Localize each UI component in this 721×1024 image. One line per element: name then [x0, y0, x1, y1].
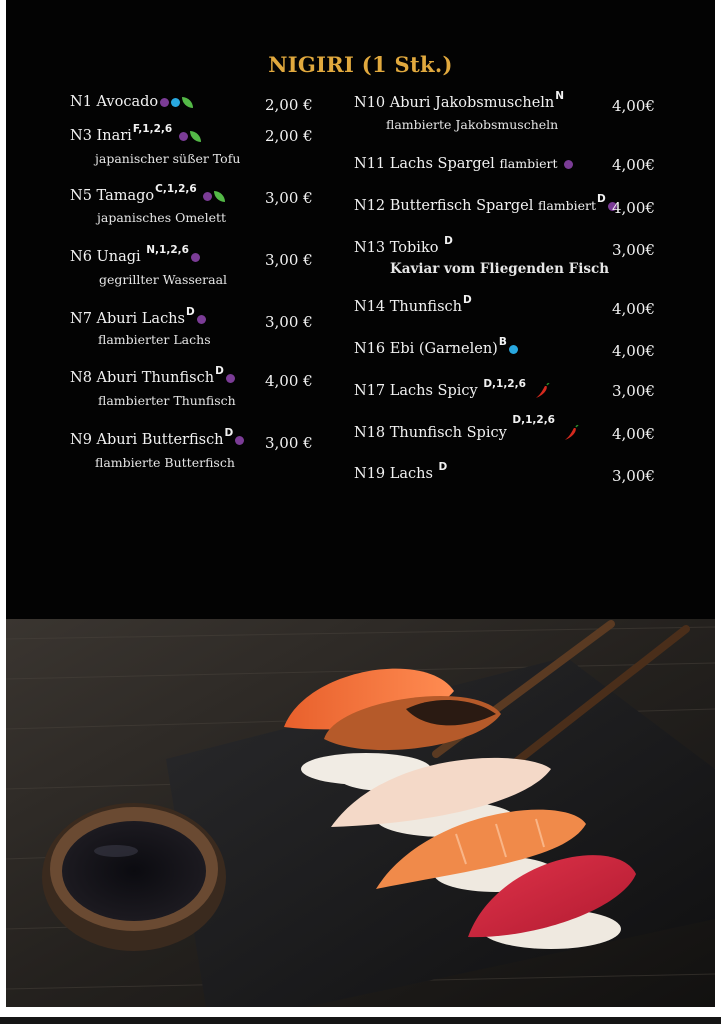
allergen-codes: N,1,2,6: [146, 244, 189, 256]
allergen-codes: F,1,2,6: [132, 123, 173, 135]
allergen-codes: B: [498, 336, 507, 348]
allergen-codes: D: [224, 427, 234, 439]
item-name: N16 Ebi (Garnelen): [354, 341, 498, 357]
item-description: flambierter Lachs: [98, 332, 211, 347]
item-name: N14 Thunfisch: [354, 299, 463, 315]
item-name: N7 Aburi Lachs: [70, 311, 185, 327]
menu-item-n12: [354, 193, 617, 214]
menu-item-n17: [354, 378, 551, 400]
item-price: 3,00 €: [265, 434, 313, 452]
item-description: flambierte Jakobsmuscheln: [386, 117, 559, 132]
item-description: japanischer süßer Tofu: [95, 151, 241, 166]
allergen-codes: D: [463, 294, 472, 306]
purple-dot-icon: [179, 132, 188, 141]
item-price: 2,00 €: [265, 127, 313, 145]
item-description: flambierter Thunfisch: [98, 393, 236, 408]
item-name: N6 Unagi: [70, 249, 141, 265]
allergen-codes: D: [438, 461, 448, 473]
item-description: gegrillter Wasseraal: [99, 272, 228, 287]
item-price: 4,00€: [612, 425, 655, 443]
allergen-codes: C,1,2,6: [155, 183, 197, 195]
item-price: 4,00€: [612, 156, 655, 174]
item-price: 3,00€: [612, 241, 655, 259]
item-price: 2,00 €: [265, 96, 313, 114]
item-name: N10 Aburi Jakobsmuscheln: [354, 95, 555, 111]
menu-item-n6: [70, 244, 200, 265]
page-bottom-border: [0, 1017, 721, 1024]
menu-item-n13: [354, 235, 453, 256]
purple-dot-icon: [564, 160, 573, 169]
item-price: 4,00€: [612, 300, 655, 318]
menu-item-n7: [70, 306, 206, 327]
purple-dot-icon: [160, 98, 169, 107]
menu-item-n5: [70, 183, 225, 204]
blue-dot-icon: [171, 98, 180, 107]
item-note: flambiert: [538, 198, 597, 213]
item-name: N13 Tobiko: [354, 240, 439, 256]
allergen-codes: D: [444, 235, 453, 247]
item-price: 4,00 €: [265, 372, 313, 390]
purple-dot-icon: [197, 315, 206, 324]
item-price: 3,00 €: [265, 189, 313, 207]
item-price: 3,00 €: [265, 251, 313, 269]
item-price: 4,00€: [612, 199, 655, 217]
item-description: Kaviar vom Fliegenden Fisch: [390, 261, 610, 277]
menu-item-n3: [70, 123, 201, 144]
purple-dot-icon: [235, 436, 244, 445]
item-price: 3,00€: [612, 382, 655, 400]
allergen-codes: D,1,2,6: [483, 378, 526, 390]
menu-item-n10: [354, 90, 565, 111]
menu-item-n14: [354, 294, 472, 315]
item-name: N1 Avocado: [70, 94, 159, 110]
menu-item-n9: [70, 427, 244, 448]
menu-item-n18: [354, 414, 580, 442]
item-name: N17 Lachs Spicy: [354, 383, 478, 399]
menu-title: NIGIRI (1 Stk.): [268, 52, 453, 77]
item-price: 3,00 €: [265, 313, 313, 331]
item-description: flambierte Butterfisch: [95, 455, 235, 470]
item-name: N12 Butterfisch Spargel: [354, 198, 534, 214]
menu-item-n1: [70, 94, 193, 110]
item-name: N9 Aburi Butterfisch: [70, 432, 224, 448]
blue-dot-icon: [509, 345, 518, 354]
purple-dot-icon: [191, 253, 200, 262]
item-name: N19 Lachs: [354, 466, 433, 482]
item-name: N11 Lachs Spargel: [354, 156, 495, 172]
item-name: N18 Thunfisch Spicy: [354, 425, 507, 441]
item-price: 4,00€: [612, 342, 655, 360]
sushi-photo: [6, 619, 715, 1007]
menu-item-n16: [354, 336, 518, 357]
allergen-codes: D,1,2,6: [512, 414, 555, 426]
item-description: japanisches Omelett: [97, 210, 227, 225]
menu-item-n19: [354, 461, 448, 482]
leaf-icon: [214, 191, 225, 202]
allergen-codes: D: [215, 365, 224, 377]
item-name: N8 Aburi Thunfisch: [70, 370, 215, 386]
item-price: 4,00€: [612, 97, 655, 115]
sushi-illustration: [6, 619, 715, 1007]
menu-panel: [6, 0, 715, 619]
allergen-codes: N: [555, 90, 565, 102]
chili-icon: [533, 382, 551, 400]
chili-icon: [562, 424, 580, 442]
item-name: N3 Inari: [70, 128, 132, 144]
item-name: N5 Tamago: [70, 188, 155, 204]
leaf-icon: [190, 131, 201, 142]
purple-dot-icon: [203, 192, 212, 201]
menu-item-n8: [70, 365, 235, 386]
purple-dot-icon: [226, 374, 235, 383]
allergen-codes: D: [597, 193, 606, 205]
item-note: flambiert: [499, 156, 558, 171]
item-price: 3,00€: [612, 467, 655, 485]
menu-item-n11: [354, 156, 573, 172]
leaf-icon: [182, 97, 193, 108]
allergen-codes: D: [185, 306, 195, 318]
